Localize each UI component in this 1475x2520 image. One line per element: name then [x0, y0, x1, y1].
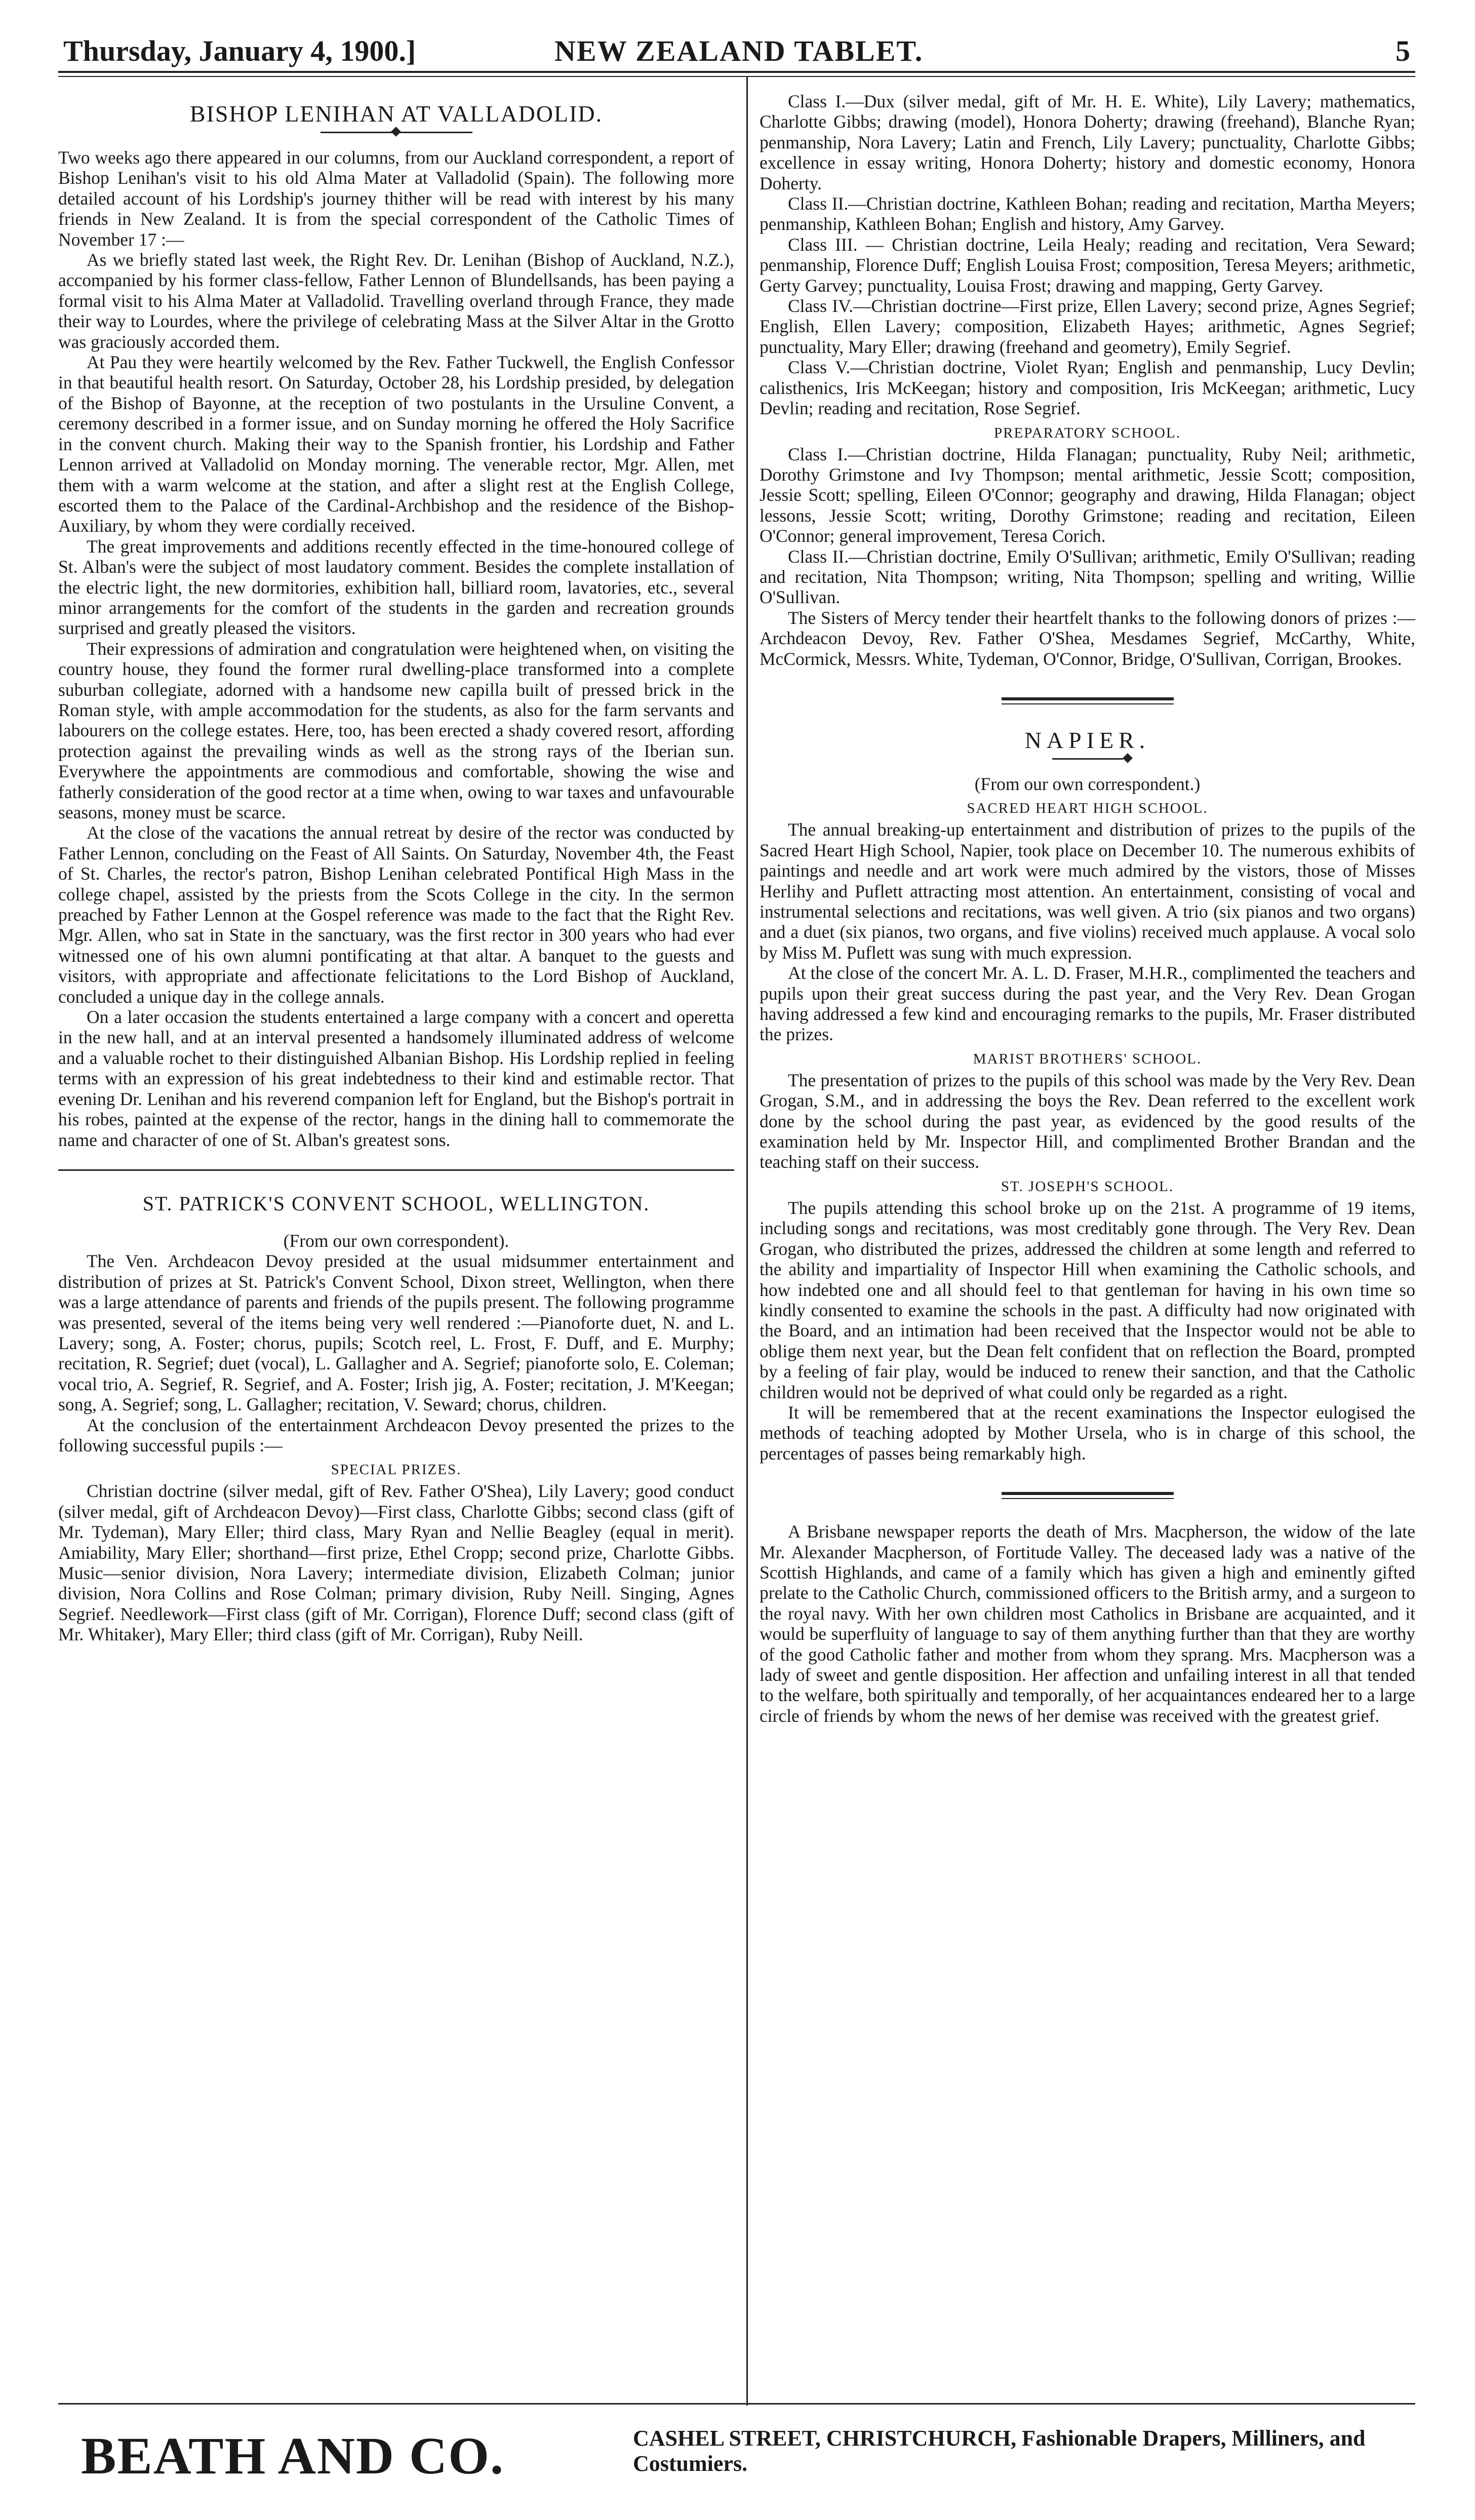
header-date: Thursday, January 4, 1900.]	[63, 34, 416, 67]
brisbane-paragraph: A Brisbane newspaper reports the death of Mrs. Macpherson, the widow of the late Mr. Alexander Macpherson, of Fortitude Valley. The deceased lady was a native of the Scottish Highlands, and came of a family which has given a high and eminently gifted prelate to the Catholic Church, commissioned officers to the British army, and a surgeon to the royal navy. With her own children most Catholics in Brisbane are acquainted, and it would be superfluity of language to say of them anything further than that they are worthy of the good Catholic father and mother from whom they sprang. Mrs. Macpherson was a lady of sweet and gentle disposition. Her affection and unfailing interest in all that tended to the welfare, both spiritually and temporally, of her acquaintances endeared her to a large circle of friends by whom the news of her demise was received with the greatest grief.	[760, 1521, 1415, 1726]
marist-paragraph: The presentation of prizes to the pupils of this school was made by the Very Rev. Dean Grogan, S.M., and in addressing the boys the Rev. Dean referred to the excellent work done by the school during the past year, as evidenced by the good results of the examination held by Mr. Inspector Hill, and complimented Brother Brandan and the teaching staff on their success.	[760, 1070, 1415, 1172]
stpatrick-article-heading: ST. PATRICK'S CONVENT SCHOOL, WELLINGTON.	[142, 1192, 650, 1215]
header-rule	[58, 71, 1415, 77]
sacred-heart-heading: SACRED HEART HIGH SCHOOL.	[967, 800, 1208, 817]
stpatrick-byline: (From our own correspondent).	[283, 1230, 509, 1251]
ornament-separator	[321, 132, 472, 136]
page-number: 5	[1396, 34, 1410, 67]
stpatrick-paragraph: The Ven. Archdeacon Devoy presided at the usual midsummer entertainment and distribution of prizes at St. Patrick's Convent School, Dixon street, Wellington, when there was a large attendance of parents and friends of the pupils present. The following programme was presented, several of the items being very well rendered :—Pianoforte duet, N. and L. Lavery; song, A. Foster; chorus, pupils; Scotch reel, L. Frost, F. Duff, and E. Murphy; recitation, R. Segrief; duet (vocal), L. Gallagher and A. Segrief; pianoforte solo, E. Coleman; vocal trio, A. Segrief, R. Segrief, and A. Foster; Irish jig, A. Foster; recitation, J. M'Keegan; song, A. Segrief; song, L. Gallagher; recitation, V. Seward; chorus, children.	[58, 1251, 734, 1415]
napier-byline: (From our own correspondent.)	[974, 773, 1201, 794]
st-joseph-heading: ST. JOSEPH'S SCHOOL.	[1001, 1178, 1174, 1195]
st-joseph-paragraph: The pupils attending this school broke up on the 21st. A programme of 19 items, including songs and recitations, was most creditably gone through. The Very Rev. Dean Grogan, who distributed the prizes, addressed the children at some length and referred to the ability and impartiality of Inspector Hill when examining the Catholic schools, and how indebted one and all should feel to that gentleman for having in his own time so kindly consented to examine the schools in the past. A difficulty had now originated with the Board, and an intimation had been received that the Inspector would not be able to oblige them next year, but the Dean felt confident that on reflection the Board, prompted by a feeling of fair play, would be induced to renew their sanction, and that the Catholic children would not be deprived of what could only be regarded as a right.	[760, 1197, 1415, 1402]
bishop-paragraph: Two weeks ago there appeared in our columns, from our Auckland correspondent, a report of Bishop Lenihan's visit to his old Alma Mater at Valladolid (Spain). The following more detailed account of his Lordship's journey thither will be read with interest by his many friends in New Zealand. It is from the special correspondent of the Catholic Times of November 17 :—	[58, 147, 734, 250]
donors-thanks: The Sisters of Mercy tender their heartfelt thanks to the following donors of prizes :—Archdeacon Devoy, Rev. Father O'Shea, Mesdames Segrief, McCarthy, White, McCormick, Messrs. White, Tydeman, O'Connor, Bridge, O'Sullivan, Corrigan, Brookes.	[760, 607, 1415, 669]
special-prizes-heading: SPECIAL PRIZES.	[331, 1462, 462, 1478]
right-column	[760, 91, 1415, 1726]
stpatrick-paragraph: At the conclusion of the entertainment Archdeacon Devoy presented the prizes to the following successful pupils :—	[58, 1414, 734, 1455]
page-header	[63, 29, 1410, 77]
class-prize-list: Class I.—Dux (silver medal, gift of Mr. H. E. White), Lily Lavery; mathematics, Charlotte Gibbs; drawing (model), Honora Doherty; drawing (freehand), Blanche Ryan; penmanship, Nora Lavery; Latin and French, Lily Lavery; punctuality, Charlotte Gibbs; excellence in essay writing, Honora Doherty; history and domestic economy, Honora Doherty.	[760, 91, 1415, 193]
bishop-paragraph: At the close of the vacations the annual retreat by desire of the rector was conducted by Father Lennon, concluding on the Feast of All Saints. On Saturday, November 4th, the Feast of St. Charles, the rector's patron, Bishop Lenihan celebrated Pontifical High Mass in the college chapel, assisted by the priests from the Scots College in the city. In the sermon preached by Father Lennon at the Gospel reference was made to the fact that the Right Rev. Mgr. Allen, who sat in State in the sanctuary, was the first rector in 300 years who had ever witnessed one of his own alumni pontificating at that altar. A banquet to the guests and visitors, with appropriate and affectionate felicitations to the Lord Bishop of Auckland, concluded a unique day in the college annals.	[58, 822, 734, 1007]
newspaper-title: NEW ZEALAND TABLET.	[554, 34, 924, 67]
class-prize-list: Class II.—Christian doctrine, Kathleen Bohan; reading and recitation, Martha Meyers; penmanship, Kathleen Bohan; English and history, Amy Garvey.	[760, 193, 1415, 234]
preparatory-school-heading: PREPARATORY SCHOOL.	[994, 424, 1181, 441]
left-column	[58, 91, 734, 1645]
class-prize-list: Class V.—Christian doctrine, Violet Ryan; English and penmanship, Lucy Devlin; calisthenics, Iris McKeegan; history and composition, Iris McKeegan; arithmetic, Lucy Devlin; reading and recitation, Rose Segrief.	[760, 357, 1415, 419]
article-divider	[1002, 697, 1174, 704]
footer-rule	[58, 2403, 1415, 2405]
special-prizes-text: Christian doctrine (silver medal, gift of Rev. Father O'Shea), Lily Lavery; good conduct (silver medal, gift of Archdeacon Devoy)—First class, Charlotte Gibbs; second class (gift of Mr. Tydeman), Mary Eller; third class, Mary Ryan and Nellie Beagley (equal in merit). Amiability, Mary Eller; shorthand—first prize, Ethel Cropp; second prize, Charlotte Gibbs. Music—senior division, Nora Lavery; intermediate division, Elizabeth Colman; junior division, Nora Collins and Rose Colman; primary division, Ruby Neill. Singing, Agnes Segrief. Needlework—First class (gift of Mr. Corrigan), Florence Duff; second class (gift of Mr. Whitaker), Mary Eller; third class (gift of Mr. Corrigan), Ruby Neill.	[58, 1481, 734, 1645]
bishop-paragraph: On a later occasion the students entertained a large company with a concert and operetta in the new hall, and at an interval presented a handsomely illuminated address of welcome and a valuable rochet to their distinguished Albanian Bishop. His Lordship replied in feeling terms with an expression of his great indebtedness to their kind and estimable rector. That evening Dr. Lenihan and his reverend companion left for England, but the Bishop's portrait in his robes, painted at the expense of the rector, hangs in the dining hall to commemorate the name and character of one of St. Alban's greatest sons.	[58, 1007, 734, 1150]
sacred-heart-paragraph: The annual breaking-up entertainment and distribution of prizes to the pupils of the Sacred Heart High School, Napier, took place on December 10. The numerous exhibits of paintings and needle and art work were much admired by the vistors, those of Misses Herlihy and Puflett attracting most attention. An entertainment, consisting of vocal and instrumental selections and recitations, was well given. A trio (six pianos and two organs) and a duet (six pianos, two organs, and five violins) received much applause. A vocal solo by Miss M. Puflett was sung with much expression.	[760, 819, 1415, 963]
bishop-paragraph: Their expressions of admiration and congratulation were heightened when, on visiting the country house, they found the former rural dwelling-place transformed into a complete suburban collegiate, adorned with a handsome new capilla built of pressed brick in the Roman style, with ample accommodation for the students, as also for the farm servants and labourers on the college estates. Here, too, has been erected a shady covered resort, affording protection against the prevailing winds as well as the strong rays of the Iberian sun. Everywhere the appointments are commodious and comfortable, showing the wise and fatherly consideration of the good rector at a time when, owing to war taxes and unfavourable seasons, money must be scarce.	[58, 638, 734, 822]
bishop-paragraph: At Pau they were heartily welcomed by the Rev. Father Tuckwell, the English Confessor in that beautiful health resort. On Saturday, October 28, his Lordship presided, by delegation of the Bishop of Bayonne, at the reception of two postulants in the Ursuline Convent, a ceremony described in a former issue, and on Sunday morning he offered the Holy Sacrifice in the convent church. Making their way to the Spanish frontier, his Lordship and Father Lennon arrived at Valladolid on Monday morning. The venerable rector, Mgr. Allen, met them with a warm welcome at the station, and after a slight rest at the English College, escorted them to the Palace of the Cardinal-Archbishop and the residence of the Bishop-Auxiliary, by whom they were cordially received.	[58, 352, 734, 536]
sacred-heart-paragraph: At the close of the concert Mr. A. L. D. Fraser, M.H.R., complimented the teachers and pupils upon their great success during the past year, and the Very Rev. Dean Grogan having addressed a few kind and encouraging remarks to the pupils, Mr. Fraser distributed the prizes.	[760, 963, 1415, 1045]
st-joseph-paragraph: It will be remembered that at the recent examinations the Inspector eulogised the methods of teaching adopted by Mother Ursela, who is in charge of this school, the percentages of passes being remarkably high.	[760, 1402, 1415, 1464]
class-prize-list: Class III. — Christian doctrine, Leila Healy; reading and recitation, Vera Seward; penmanship, Florence Duff; English Louisa Frost; composition, Teresa Meyers; arithmetic, Gerty Garvey; punctuality, Louisa Frost; drawing and mapping, Gerty Garvey.	[760, 234, 1415, 296]
short-rule	[1052, 758, 1123, 763]
advertisement-footer	[58, 2416, 1415, 2492]
napier-heading: NAPIER.	[1024, 727, 1150, 753]
bishop-paragraph: As we briefly stated last week, the Right Rev. Dr. Lenihan (Bishop of Auckland, N.Z.), accompanied by his former class-fellow, Father Lennon of Blundellsands, has been paying a formal visit to his Alma Mater at Valladolid. Travelling overland through France, they made their way to Lourdes, where the privilege of celebrating Mass at the Silver Altar in the Grotto was graciously accorded them.	[58, 250, 734, 352]
article-divider	[58, 1169, 734, 1171]
advertiser-address: CASHEL STREET, CHRISTCHURCH, Fashionable Drapers, Milliners, and Costumiers.	[633, 2426, 1366, 2476]
column-divider	[746, 76, 748, 2406]
bishop-article-heading: BISHOP LENIHAN AT VALLADOLID.	[189, 101, 603, 127]
advertiser-name: BEATH AND CO.	[81, 2427, 504, 2485]
prep-prize-list: Class I.—Christian doctrine, Hilda Flanagan; punctuality, Ruby Neil; arithmetic, Dorothy Grimstone and Ivy Thompson; mental arithmetic, Jessie Scott; composition, Jessie Scott; spelling, Eileen O'Connor; geography and drawing, Hilda Flanagan; object lessons, Jessie Scott; writing, Dorothy Grimstone; reading and recitation, Eileen O'Connor; general improvement, Teresa Corich.	[760, 444, 1415, 546]
bishop-paragraph: The great improvements and additions recently effected in the time-honoured college of St. Alban's were the subject of most laudatory comment. Besides the complete installation of the electric light, the new dormitories, exhibition hall, billiard room, lavatories, etc., several minor arrangements for the comfort of the students in the garden and recreation grounds surprised and greatly pleased the visitors.	[58, 536, 734, 639]
prep-prize-list: Class II.—Christian doctrine, Emily O'Sullivan; arithmetic, Emily O'Sullivan; reading and recitation, Nita Thompson; writing, Nita Thompson; spelling and writing, Willie O'Sullivan.	[760, 546, 1415, 608]
article-divider	[1002, 1492, 1174, 1499]
class-prize-list: Class IV.—Christian doctrine—First prize, Ellen Lavery; second prize, Agnes Segrief; English, Ellen Lavery; composition, Elizabeth Hayes; arithmetic, Agnes Segrief; punctuality, Mary Eller; drawing (freehand and geometry), Emily Segrief.	[760, 296, 1415, 357]
marist-heading: MARIST BROTHERS' SCHOOL.	[973, 1050, 1202, 1067]
